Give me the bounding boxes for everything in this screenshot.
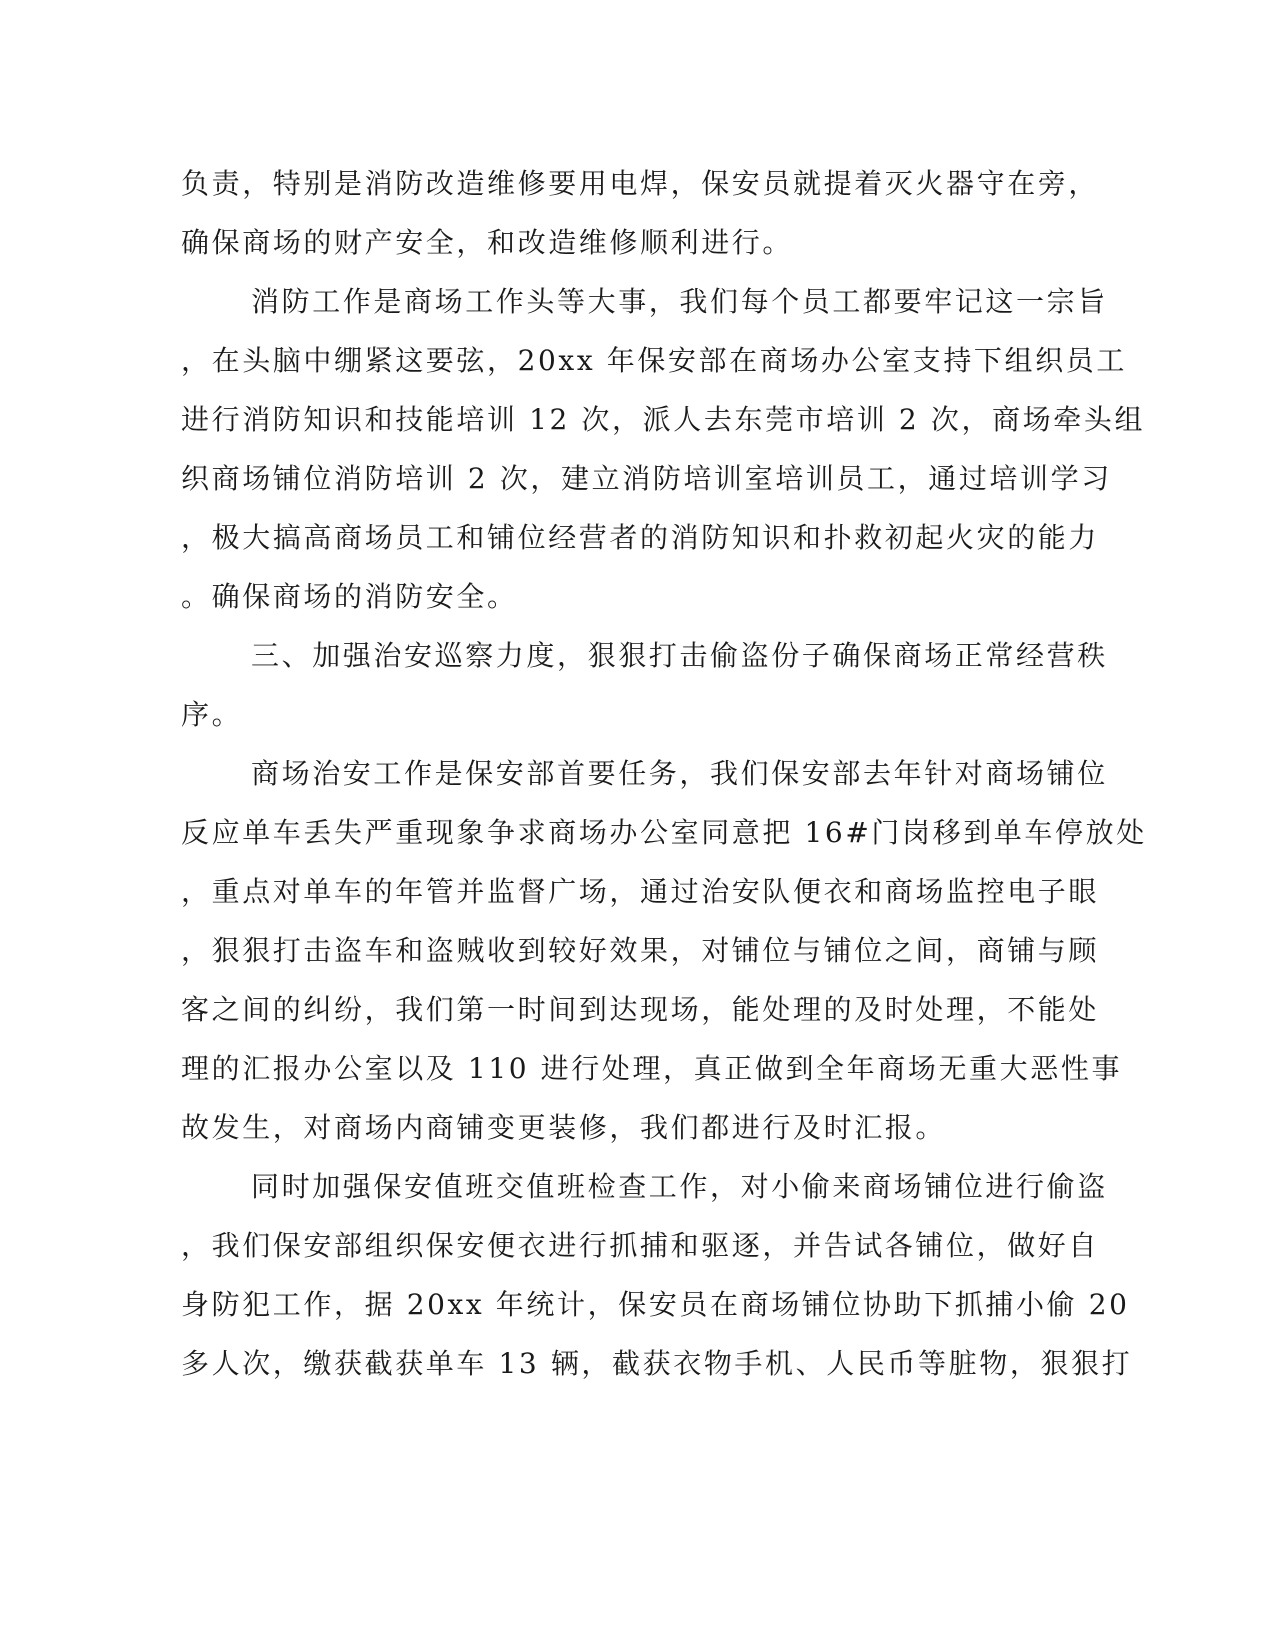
text-line: ，在头脑中绷紧这要弦，20xx 年保安部在商场办公室支持下组织员工 <box>181 344 1127 377</box>
text-line: 客之间的纠纷，我们第一时间到达现场，能处理的及时处理，不能处 <box>181 993 1100 1026</box>
text-line: 确保商场的财产安全，和改造维修顺利进行。 <box>181 226 794 259</box>
text-line: ，极大搞高商场员工和铺位经营者的消防知识和扑救初起火灾的能力 <box>181 521 1100 554</box>
text-line: 进行消防知识和技能培训 12 次，派人去东莞市培训 2 次，商场牵头组 <box>181 403 1146 436</box>
section-heading: 三、加强治安巡察力度，狠狠打击偷盗份子确保商场正常经营秩 <box>251 639 1108 672</box>
text-line: 身防犯工作，据 20xx 年统计，保安员在商场铺位协助下抓捕小偷 20 <box>181 1288 1130 1321</box>
paragraph-first-line: 消防工作是商场工作头等大事，我们每个员工都要牢记这一宗旨 <box>251 285 1108 318</box>
section-heading-continuation: 序。 <box>181 698 243 731</box>
paragraph-first-line: 同时加强保安值班交值班检查工作，对小偷来商场铺位进行偷盗 <box>251 1170 1108 1203</box>
text-line: 。确保商场的消防安全。 <box>181 580 518 613</box>
text-line: ，我们保安部组织保安便衣进行抓捕和驱逐，并告试各铺位，做好自 <box>181 1229 1100 1262</box>
text-line: ，重点对单车的年管并监督广场，通过治安队便衣和商场监控电子眼 <box>181 875 1100 908</box>
text-line: 反应单车丢失严重现象争求商场办公室同意把 16#门岗移到单车停放处 <box>181 816 1147 849</box>
text-line: 故发生，对商场内商铺变更装修，我们都进行及时汇报。 <box>181 1111 947 1144</box>
text-line: 织商场铺位消防培训 2 次，建立消防培训室培训员工，通过培训学习 <box>181 462 1112 495</box>
text-line: 多人次，缴获截获单车 13 辆，截获衣物手机、人民币等脏物，狠狠打 <box>181 1347 1133 1380</box>
text-line: 负责，特别是消防改造维修要用电焊，保安员就提着灭火器守在旁， <box>181 167 1100 200</box>
text-line: 理的汇报办公室以及 110 进行处理，真正做到全年商场无重大恶性事 <box>181 1052 1123 1085</box>
document-body <box>181 154 1147 1393</box>
paragraph-first-line: 商场治安工作是保安部首要任务，我们保安部去年针对商场铺位 <box>251 757 1108 790</box>
text-line: ，狠狠打击盗车和盗贼收到较好效果，对铺位与铺位之间，商铺与顾 <box>181 934 1100 967</box>
